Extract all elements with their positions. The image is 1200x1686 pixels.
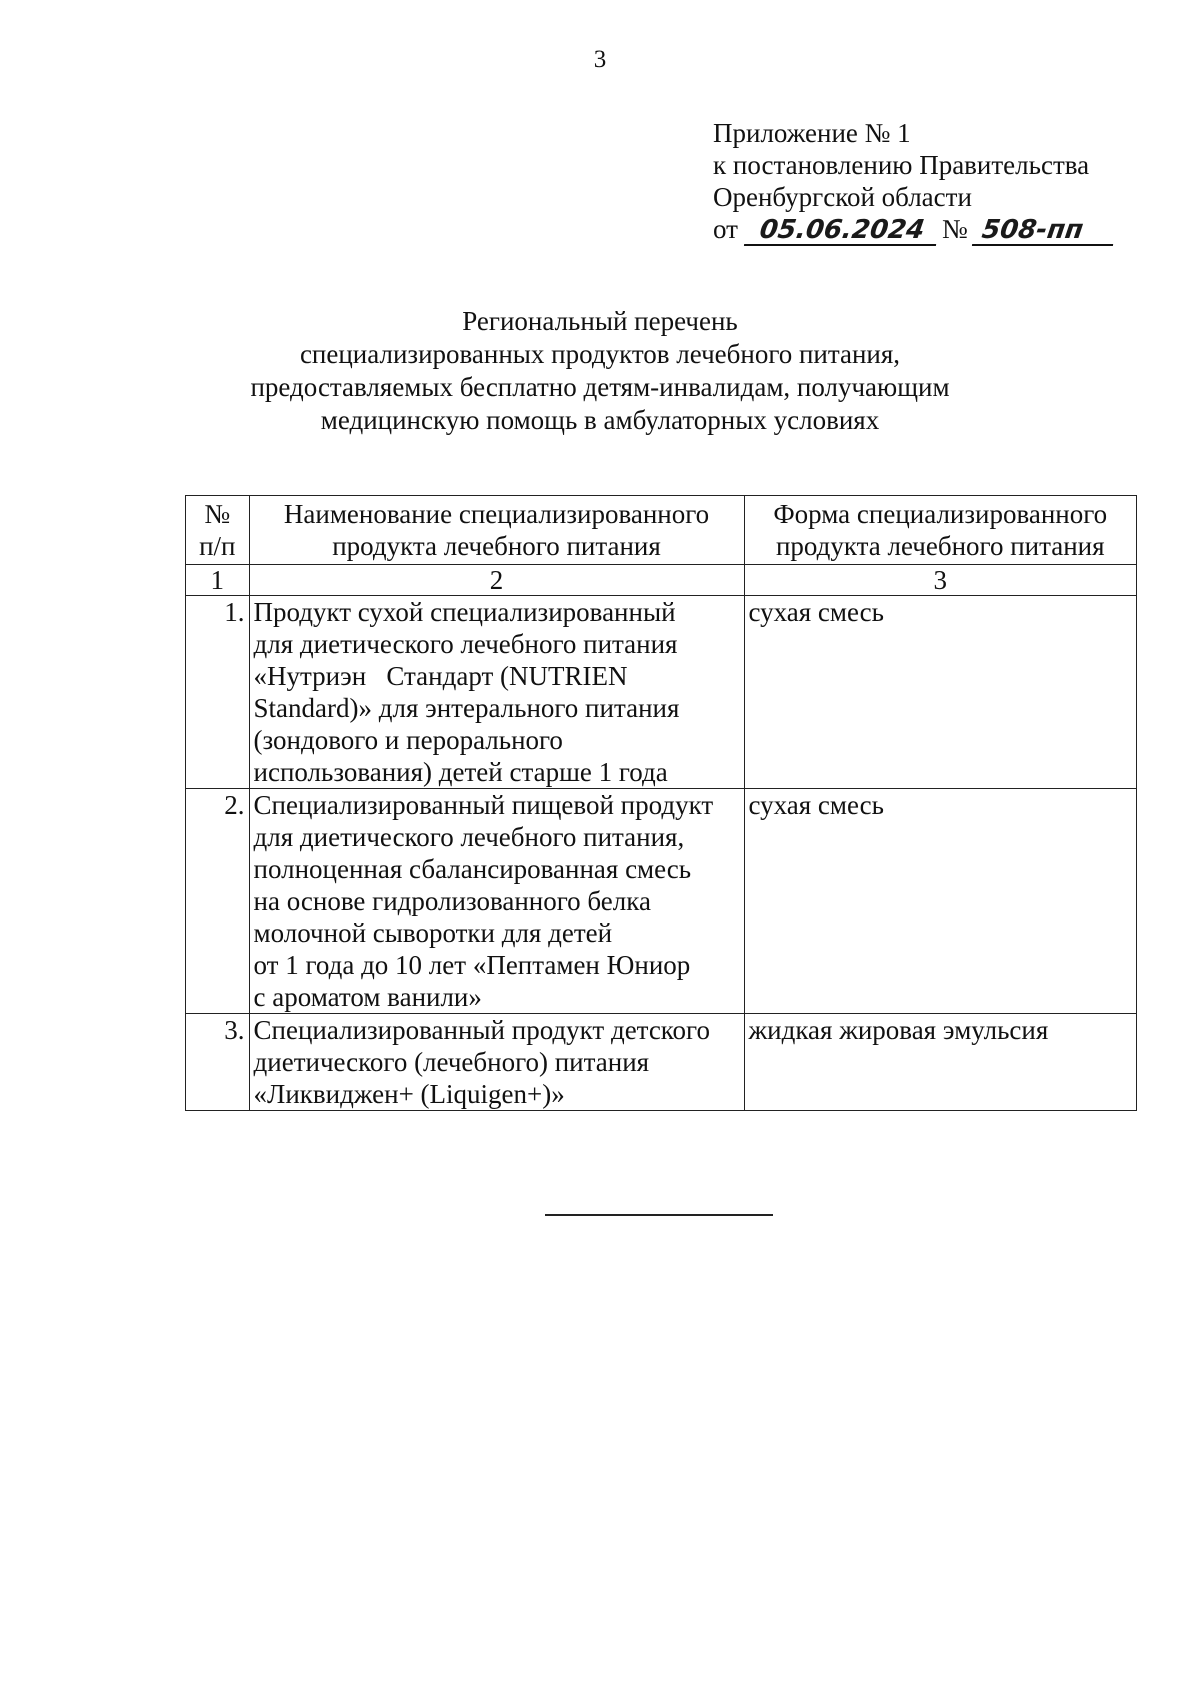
page-number: 3 — [593, 46, 607, 73]
end-divider — [545, 1214, 773, 1216]
header-text: п/п — [199, 531, 236, 561]
header-text: Форма специализированного — [773, 499, 1108, 529]
product-name-line: от 1 года до 10 лет «Пептамен Юниор — [253, 950, 691, 980]
appendix-line-2: к постановлению Правительства — [713, 150, 1090, 180]
product-name — [249, 789, 744, 1014]
table-row — [186, 1014, 1137, 1111]
document-title — [0, 305, 1200, 437]
row-number: 2. — [186, 789, 250, 1014]
handwritten-number: 508-пп — [972, 216, 1117, 246]
header-number — [186, 496, 250, 565]
header-form — [744, 496, 1137, 565]
products-table — [185, 495, 1137, 1111]
product-name-line: полноценная сбалансированная смесь — [253, 854, 692, 884]
appendix-date-line — [713, 213, 1115, 246]
title-line: медицинскую помощь в амбулаторных условиях — [320, 405, 880, 435]
number-prefix: № — [941, 214, 968, 244]
appendix-header — [713, 117, 1115, 246]
table-header-row — [186, 496, 1137, 565]
product-form: сухая смесь — [744, 596, 1137, 789]
product-name-line: на основе гидролизованного белка — [253, 886, 651, 916]
appendix-line-1: Приложение № 1 — [713, 118, 911, 148]
row-number: 3. — [186, 1014, 250, 1111]
product-form: жидкая жировая эмульсия — [744, 1014, 1137, 1111]
column-index: 3 — [744, 565, 1137, 596]
header-name — [249, 496, 744, 565]
product-name-line: использования) детей старше 1 года — [253, 757, 668, 787]
product-name-line: молочной сыворотки для детей — [253, 918, 613, 948]
product-name-line: Standard)» для энтерального питания — [253, 693, 680, 723]
product-name-line: Специализированный продукт детского — [253, 1015, 710, 1045]
product-name — [249, 596, 744, 789]
row-number: 1. — [186, 596, 250, 789]
table-row — [186, 789, 1137, 1014]
product-name-line: с ароматом ванили» — [253, 982, 482, 1012]
title-line: предоставляемых бесплатно детям-инвалидам, получающим — [250, 372, 950, 402]
table-row — [186, 596, 1137, 789]
product-name-line: для диетического лечебного питания, — [253, 822, 685, 852]
appendix-line-3: Оренбургской области — [713, 182, 972, 212]
title-line: Региональный перечень — [462, 306, 738, 336]
product-name-line: Специализированный пищевой продукт — [253, 790, 714, 820]
title-line: специализированных продуктов лечебного питания, — [299, 339, 901, 369]
column-index: 2 — [249, 565, 744, 596]
header-text: № — [204, 499, 231, 529]
column-index-row — [186, 565, 1137, 596]
product-name-line: «Ликвиджен+ (Liquigen+)» — [253, 1079, 565, 1109]
header-text: Наименование специализированного — [283, 499, 710, 529]
product-name-line: Продукт сухой специализированный — [253, 597, 676, 627]
header-text: продукта лечебного питания — [332, 531, 661, 561]
product-name-line: (зондового и перорального — [253, 725, 563, 755]
product-name — [249, 1014, 744, 1111]
header-text: продукта лечебного питания — [775, 531, 1105, 561]
product-name-line: «Нутриэн Стандарт (NUTRIEN — [253, 661, 628, 691]
product-name-line: для диетического лечебного питания — [253, 629, 678, 659]
product-form: сухая смесь — [744, 789, 1137, 1014]
date-prefix: от — [713, 214, 738, 244]
column-index: 1 — [186, 565, 250, 596]
handwritten-date: 05.06.2024 — [744, 216, 940, 246]
product-name-line: диетического (лечебного) питания — [253, 1047, 650, 1077]
